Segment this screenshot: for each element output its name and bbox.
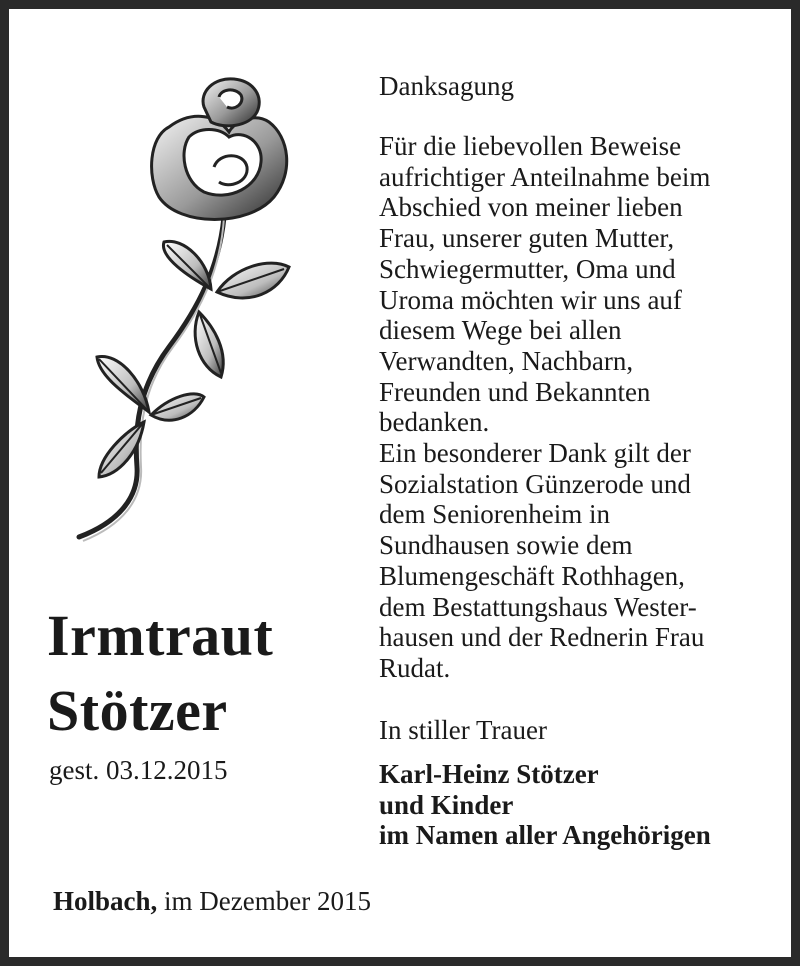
signer-line: und Kinder <box>379 789 514 820</box>
body-line: diesem Wege bei allen <box>379 315 622 346</box>
date-of-death: gest. 03.12.2015 <box>49 755 228 785</box>
body-line: Für die liebevollen Beweise <box>379 131 682 161</box>
body-line: dem Bestattungshaus Wester- <box>379 591 697 622</box>
body-line: bedanken. <box>379 407 490 438</box>
body-line: Sundhausen sowie dem <box>379 530 633 561</box>
body-line: Rudat. <box>379 652 451 683</box>
body-line: aufrichtiger Anteilnahme beim <box>379 161 711 192</box>
signers <box>379 759 774 851</box>
body-line: Verwandten, Nachbarn, <box>379 345 634 376</box>
thank-you-text <box>379 131 774 684</box>
place-date: im Dezember 2015 <box>157 886 371 916</box>
body-line: Abschied von meiner lieben <box>379 192 683 223</box>
mourning-phrase: In stiller Trauer <box>379 715 547 745</box>
deceased-last-name: Stötzer <box>47 678 228 743</box>
rose-icon <box>39 67 329 567</box>
body-line: Freunden und Bekannten <box>379 376 651 407</box>
deceased-first-name: Irmtraut <box>47 603 274 668</box>
body-line: Frau, unserer guten Mutter, <box>379 223 675 254</box>
body-line: Uroma möchten wir uns auf <box>379 284 682 315</box>
body-line: Ein besonderer Dank gilt der <box>379 438 691 469</box>
body-line: Sozialstation Günzerode und <box>379 468 691 499</box>
place-town: Holbach, <box>53 886 158 916</box>
body-line: Schwiegermutter, Oma und <box>379 253 676 284</box>
body-line: hausen und der Rednerin Frau <box>379 622 705 653</box>
signer-line: Karl-Heinz Stötzer <box>379 759 599 789</box>
body-line: dem Seniorenheim in <box>379 499 610 530</box>
heading: Danksagung <box>379 71 514 101</box>
signer-line: im Namen aller Angehörigen <box>379 820 711 851</box>
body-line: Blumengeschäft Rothhagen, <box>379 560 685 591</box>
place-and-date <box>53 886 371 917</box>
